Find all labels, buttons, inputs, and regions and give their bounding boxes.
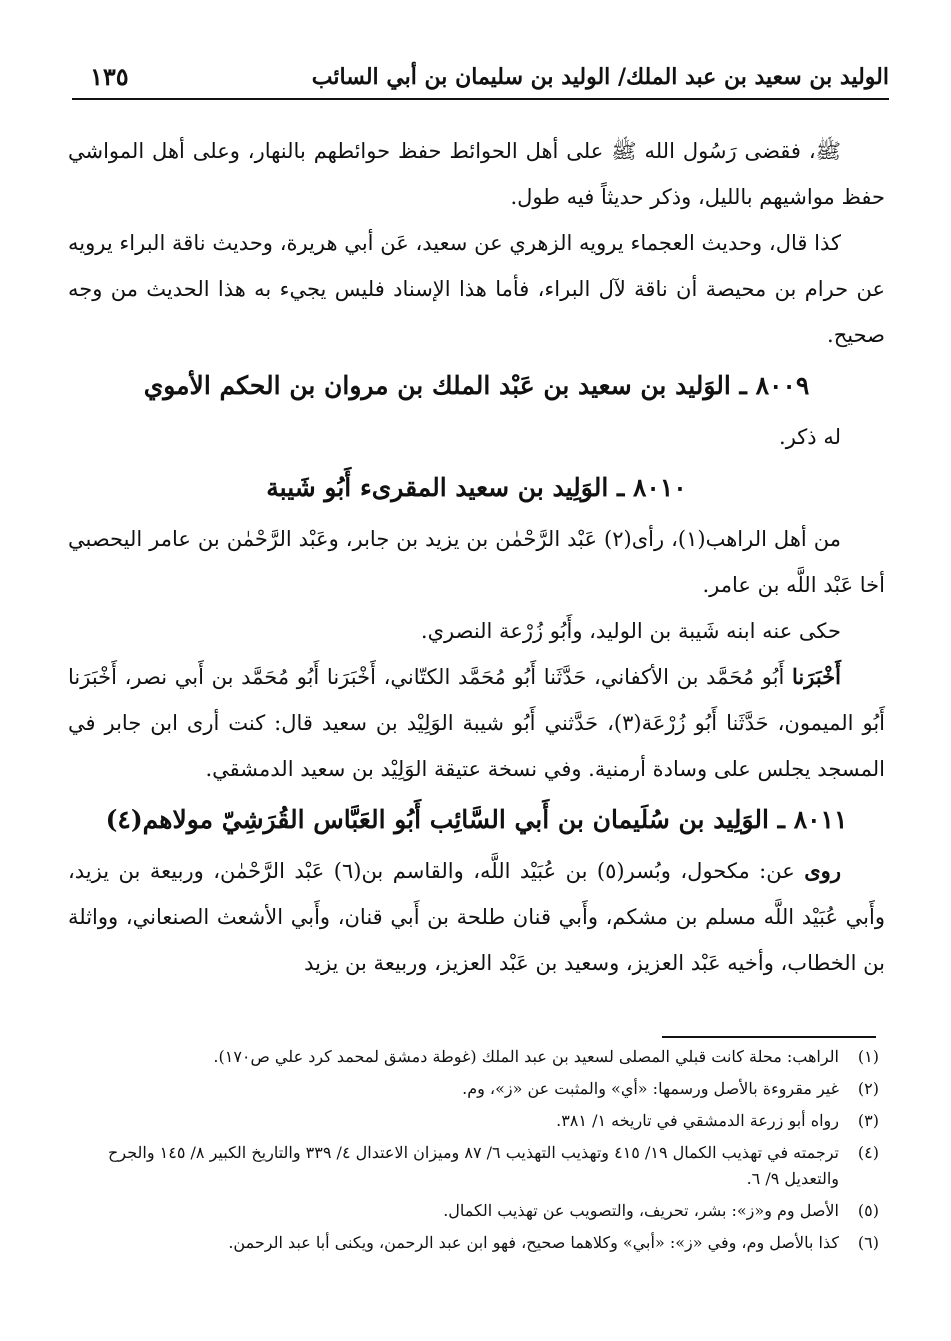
footnote-number: (٣): [857, 1111, 879, 1130]
footnote: [80, 1230, 879, 1256]
entry-heading: ٨٠٠٩ ـ الوَليد بن سعيد بن عَبْد الملك بن مروان بن الحكم الأموي: [143, 371, 810, 400]
footnote-separator: [662, 1036, 876, 1038]
entry-heading: ٨٠١١ ـ الوَلِيد بن سُلَيمان بن أَبي السَّائِب أَبُو العَبَّاس القُرَشِيّ مولاهم(٤): [105, 805, 848, 834]
footnote-text: ترجمته في تهذيب الكمال ١٩/ ٤١٥ وتهذيب التهذيب ٦/ ٨٧ وميزان الاعتدال ٤/ ٣٣٩ والتاريخ الكبير ٨/ ١٤٥ والجرح والتعديل ٩/ ٦.: [108, 1143, 839, 1188]
footnote: [80, 1044, 879, 1070]
paragraph-text: عن: مكحول، وبُسر(٥) بن عُبَيْد اللَّه، والقاسم بن(٦) عَبْد الرَّحْمٰن، وربيعة بن يزيد، وأَبي عُبَيْد اللَّه مسلم بن مشكم، وأَبي قنان طلحة بن أَبي قنان، وأَبي الأشعث الصنعاني، وواثلة بن الخطاب، وأخيه عَبْد العزيز، وسعيد بن عَبْد العزيز، وربيعة بن يزيد: [68, 859, 885, 975]
paragraph-lead-word: أَخْبَرَنا: [792, 664, 841, 689]
page-header: [72, 58, 889, 100]
running-head: الوليد بن سعيد بن عبد الملك/ الوليد بن سليمان بن أبي السائب: [311, 64, 889, 90]
footnote-number: (٢): [857, 1079, 879, 1098]
page-number: ١٣٥: [90, 62, 129, 91]
footnote-number: (٤): [857, 1143, 879, 1162]
footnote: [80, 1140, 879, 1192]
paragraph: [68, 848, 885, 986]
footnote-text: غير مقروءة بالأصل ورسمها: «أي» والمثبت عن «ز»، وم.: [462, 1079, 839, 1098]
footnote-number: (٥): [857, 1201, 879, 1220]
footnote-text: الأصل وم و«ز»: بشر، تحريف، والتصويب عن تهذيب الكمال.: [443, 1201, 839, 1220]
entry-heading: ٨٠١٠ ـ الوَلِيد بن سعيد المقرىء أَبُو شَيبة: [266, 473, 687, 502]
main-text: [68, 128, 885, 986]
paragraph: له ذكر.: [779, 425, 841, 449]
paragraph-text: أَبُو مُحَمَّد بن الأكفاني، حَدَّثَنا أَبُو مُحَمَّد الكتّاني، أَخْبَرَنا أَبُو مُحَمَّد بن أَبي نصر، أَخْبَرَنا أَبُو الميمون، حَدَّثَنا أَبُو زُرْعَة(٣)، حَدَّثني أَبُو شيبة الوَلِيْد بن سعيد قال: كنت أرى ابن جابر في المسجد يجلس على وسادة أرمنية. وفي نسخة عتيقة الوَلِيْد بن سعيد الدمشقي.: [68, 665, 885, 781]
paragraph: ﷺ، فقضى رَسُول الله ﷺ على أهل الحوائط حفظ حوائطهم بالنهار، وعلى أهل المواشي حفظ مواشيهم بالليل، وذكر حديثاً فيه طول.: [68, 139, 885, 209]
footnote: [80, 1198, 879, 1224]
footnote: [80, 1076, 879, 1102]
paragraph: كذا قال، وحديث العجماء يرويه الزهري عن سعيد، عَن أبي هريرة، وحديث ناقة البراء يرويه عن حرام بن محيصة أن ناقة لآل البراء، فأما هذا الإسناد فليس يجيء به هذا الحديث من وجه صحيح.: [68, 231, 885, 347]
footnote-text: رواه أبو زرعة الدمشقي في تاريخه ١/ ٣٨١.: [556, 1111, 839, 1130]
paragraph-lead-word: روى: [804, 858, 841, 883]
paragraph: من أهل الراهب(١)، رأى(٢) عَبْد الرَّحْمٰن بن يزيد بن جابر، وعَبْد الرَّحْمٰن بن عامر اليحصبي أخا عَبْد اللَّه بن عامر.: [68, 527, 885, 597]
footnote-number: (٦): [857, 1233, 879, 1252]
footnotes: [80, 1044, 879, 1262]
footnote-text: كذا بالأصل وم، وفي «ز»: «أبي» وكلاهما صحيح، فهو ابن عبد الرحمن، ويكنى أبا عبد الرحمن.: [228, 1233, 839, 1252]
footnote-text: الراهب: محلة كانت قبلي المصلى لسعيد بن عبد الملك (غوطة دمشق لمحمد كرد علي ص١٧٠).: [213, 1047, 839, 1066]
paragraph: [68, 654, 885, 792]
footnote-number: (١): [857, 1047, 879, 1066]
paragraph: حكى عنه ابنه شَيبة بن الوليد، وأَبُو زُرْعة النصري.: [420, 619, 841, 643]
footnote: [80, 1108, 879, 1134]
